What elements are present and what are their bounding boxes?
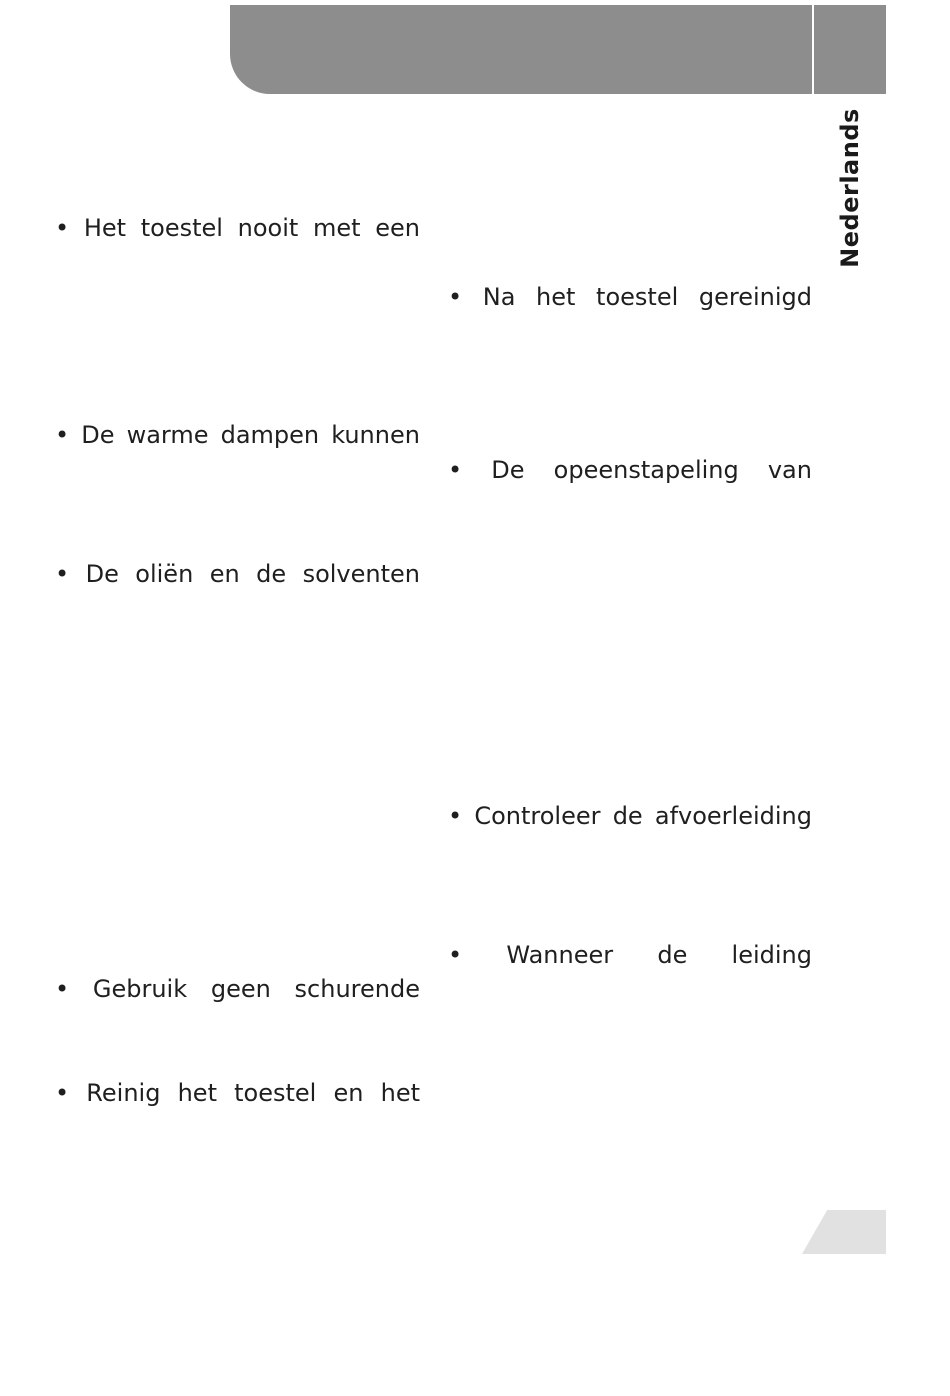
left-bullet-5 <box>55 1079 420 1107</box>
left-bullet-3 <box>55 560 420 588</box>
word: dampen <box>220 421 320 449</box>
word: warme <box>126 421 209 449</box>
word: De <box>491 456 525 484</box>
word: het <box>177 1079 217 1107</box>
word: Controleer <box>474 802 601 830</box>
bullet-glyph: • <box>55 975 70 1003</box>
word: Na <box>482 283 516 311</box>
word: de <box>256 560 287 588</box>
word: schurende <box>294 975 420 1003</box>
word: opeenstapeling <box>553 456 739 484</box>
word: de <box>612 802 643 830</box>
word: afvoerleiding <box>654 802 812 830</box>
bullet-glyph: • <box>448 802 463 830</box>
word: solventen <box>302 560 420 588</box>
word: van <box>767 456 812 484</box>
word: een <box>375 214 420 242</box>
word: kunnen <box>331 421 420 449</box>
right-bullet-4 <box>448 941 812 969</box>
word: oliën <box>135 560 194 588</box>
header-bar <box>230 5 812 94</box>
word: met <box>312 214 361 242</box>
word: toestel <box>140 214 223 242</box>
word: nooit <box>237 214 299 242</box>
right-bullet-2 <box>448 456 812 484</box>
header-tab <box>814 5 886 94</box>
word: en <box>333 1079 364 1107</box>
right-bullet-1 <box>448 283 812 311</box>
bullet-glyph: • <box>448 283 463 311</box>
bullet-glyph: • <box>448 941 463 969</box>
bullet-glyph: • <box>55 1079 70 1107</box>
left-bullet-1 <box>55 214 420 242</box>
bullet-glyph: • <box>55 560 70 588</box>
word: toestel <box>234 1079 317 1107</box>
left-bullet-2 <box>55 421 420 449</box>
word: Wanneer <box>506 941 614 969</box>
word: leiding <box>731 941 812 969</box>
bullet-glyph: • <box>55 214 70 242</box>
bullet-glyph: • <box>55 421 70 449</box>
word: gereinigd <box>698 283 812 311</box>
page-corner-tab <box>802 1210 886 1254</box>
word: De <box>81 421 115 449</box>
language-label: Nederlands <box>836 108 864 268</box>
bullet-glyph: • <box>448 456 463 484</box>
word: Gebruik <box>92 975 188 1003</box>
word: en <box>209 560 240 588</box>
word: Reinig <box>86 1079 161 1107</box>
left-bullet-4 <box>55 975 420 1003</box>
word: De <box>85 560 119 588</box>
right-bullet-3 <box>448 802 812 830</box>
word: toestel <box>596 283 679 311</box>
word: Het <box>83 214 127 242</box>
word: het <box>380 1079 420 1107</box>
word: de <box>657 941 688 969</box>
word: geen <box>210 975 271 1003</box>
word: het <box>536 283 576 311</box>
